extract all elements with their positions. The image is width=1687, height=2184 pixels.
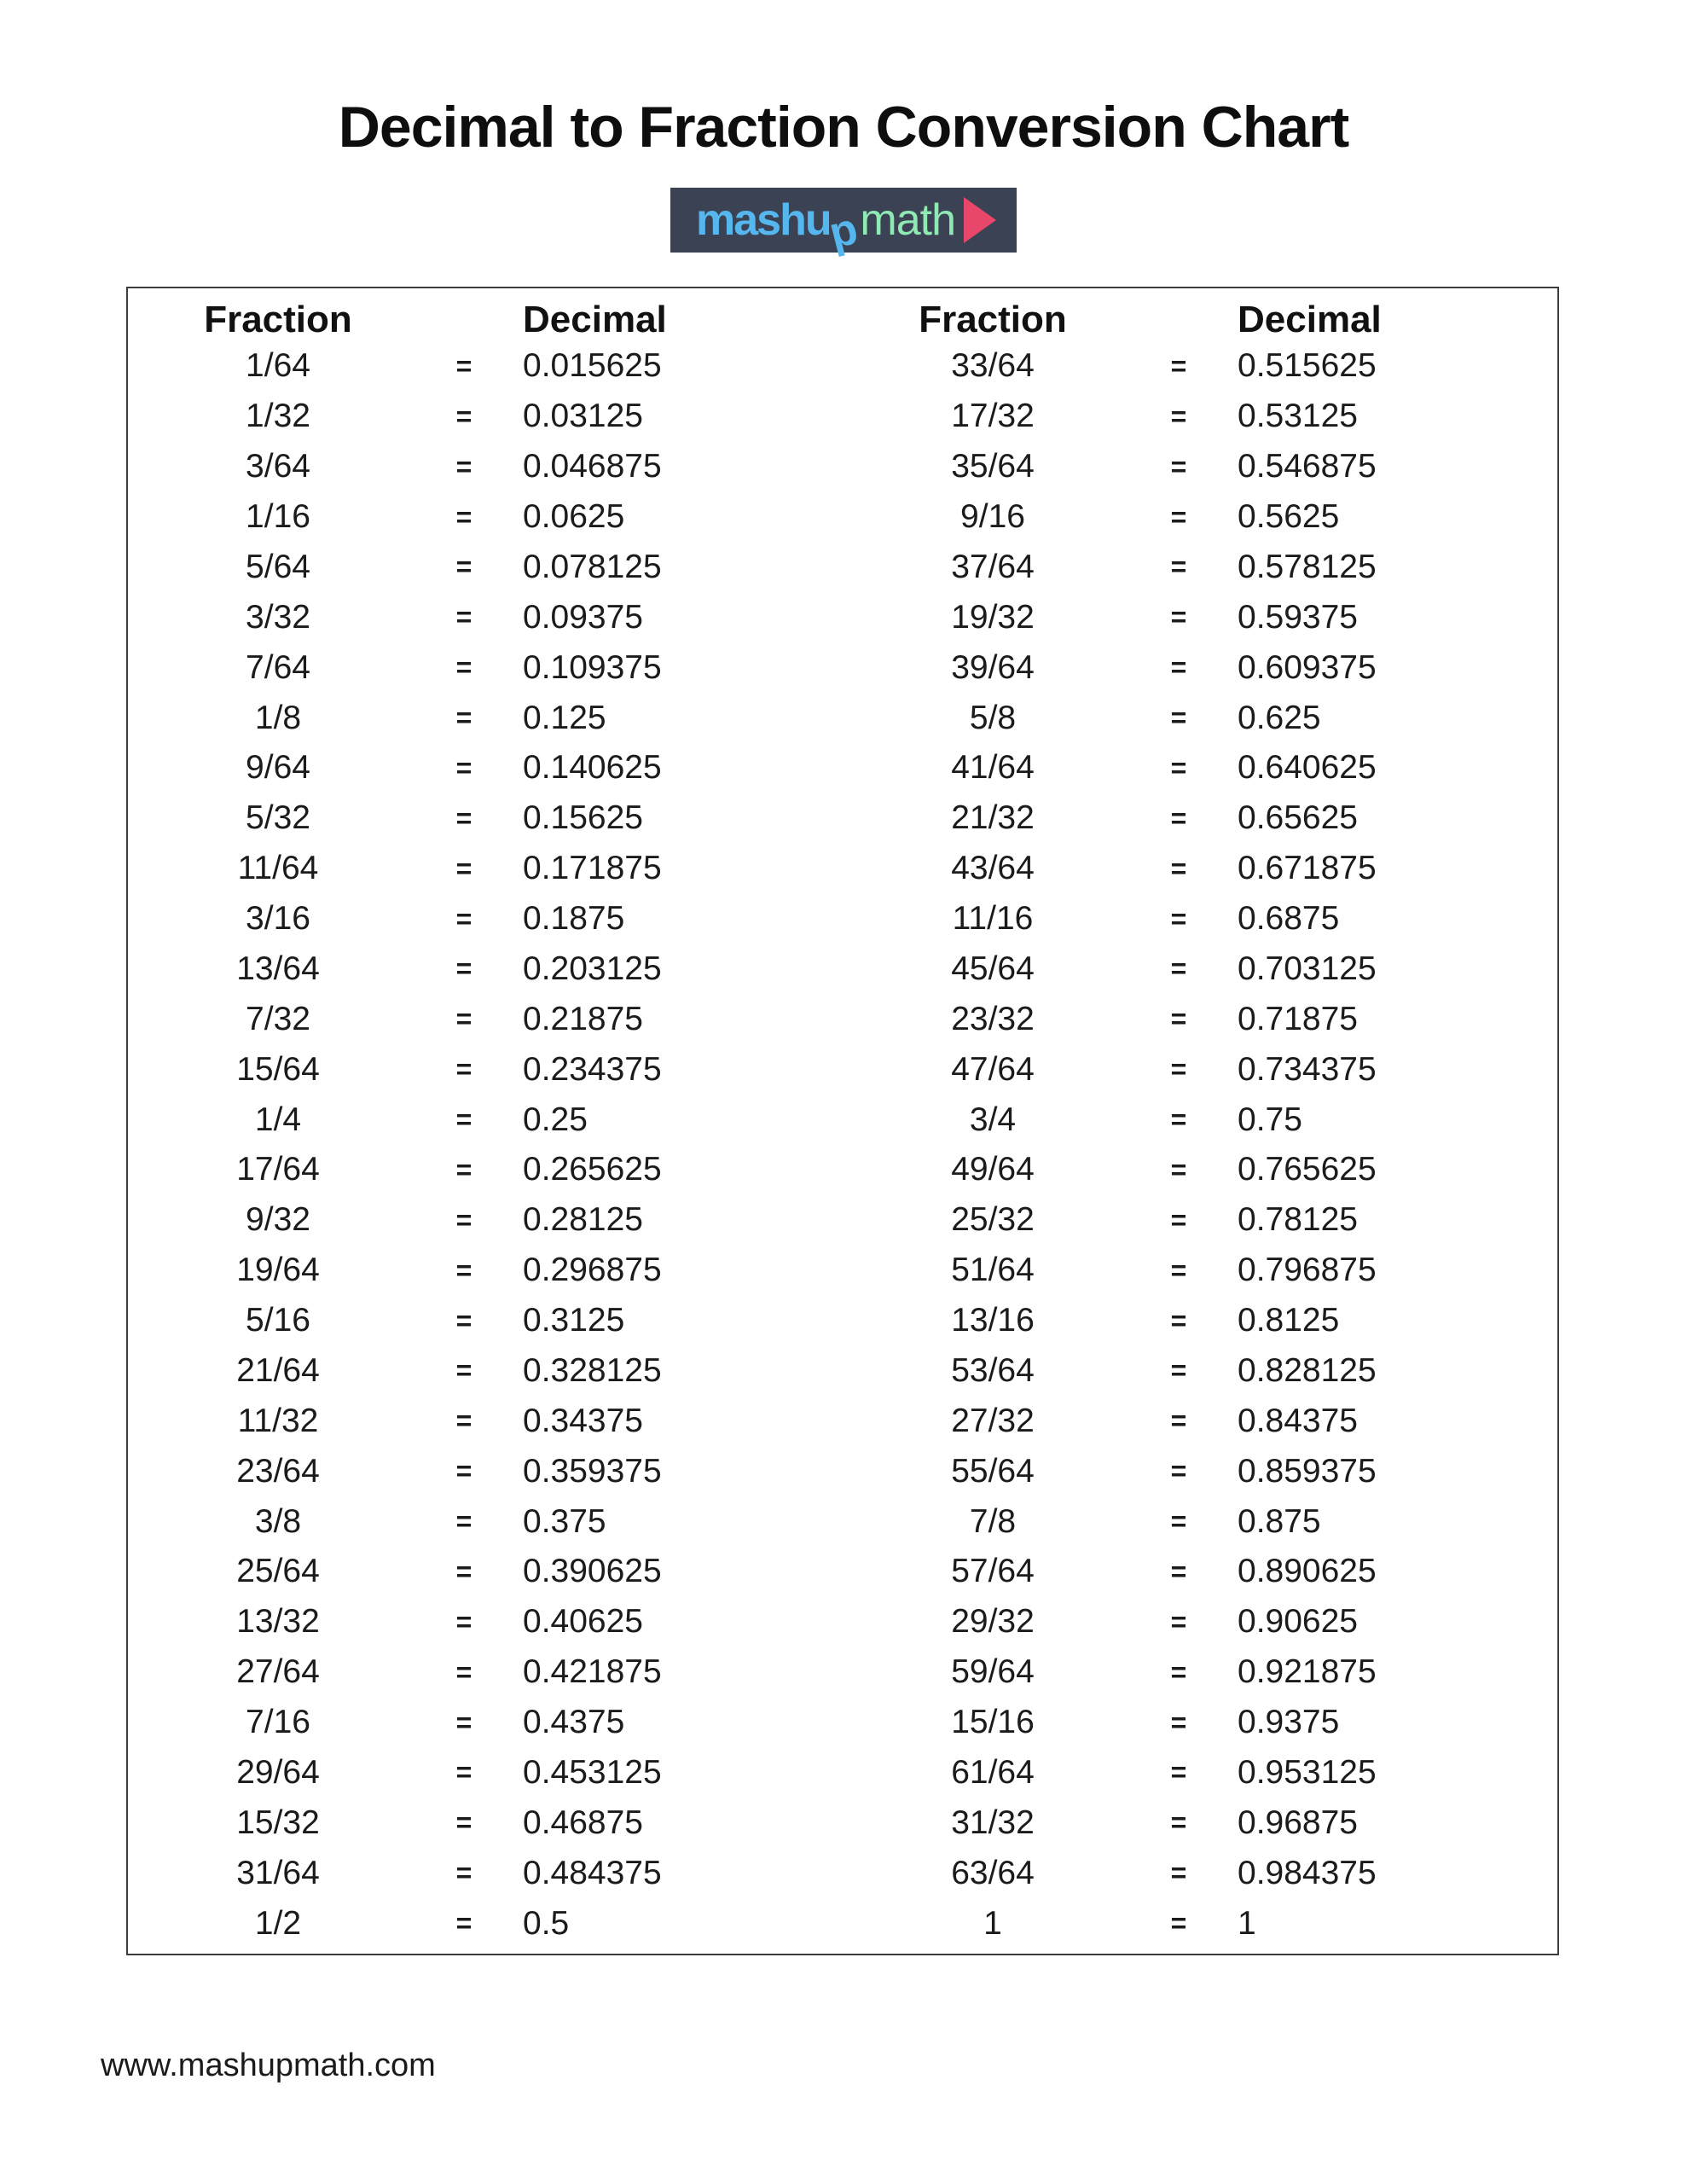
decimal-value: 0.359375 <box>523 1452 662 1490</box>
decimal-value: 0.421875 <box>523 1653 662 1691</box>
fraction-value: 21/64 <box>236 1351 320 1389</box>
table-row <box>128 1044 843 1095</box>
decimal-value: 0.015625 <box>523 347 662 385</box>
equals-sign: = <box>1170 1455 1187 1487</box>
equals-sign: = <box>1170 903 1187 934</box>
table-header-row <box>843 288 1557 341</box>
decimal-value: 0.25 <box>523 1101 588 1138</box>
table-row <box>128 341 843 392</box>
fraction-value: 1/8 <box>254 699 302 736</box>
decimal-value: 0.375 <box>523 1502 606 1540</box>
table-rows-left <box>128 341 843 1954</box>
equals-sign: = <box>1170 501 1187 532</box>
equals-sign: = <box>455 802 472 834</box>
table-row <box>843 1296 1557 1346</box>
table-row <box>128 1145 843 1195</box>
equals-sign: = <box>1170 1405 1187 1437</box>
decimal-value: 0.609375 <box>1238 648 1377 686</box>
table-row <box>843 894 1557 944</box>
decimal-value: 0.1875 <box>523 900 625 938</box>
fraction-value: 7/8 <box>969 1502 1017 1540</box>
decimal-value: 0.109375 <box>523 648 662 686</box>
column-header-fraction: Fraction <box>204 299 352 340</box>
equals-sign: = <box>455 450 472 482</box>
equals-sign: = <box>455 1857 472 1889</box>
equals-sign: = <box>1170 1254 1187 1286</box>
column-header-decimal: Decimal <box>1238 299 1382 340</box>
decimal-value: 0.921875 <box>1238 1653 1377 1691</box>
decimal-value: 0.46875 <box>523 1804 643 1841</box>
equals-sign: = <box>455 1153 472 1185</box>
decimal-value: 0.140625 <box>523 749 662 787</box>
fraction-value: 17/32 <box>951 398 1035 435</box>
fraction-value: 17/64 <box>236 1151 320 1188</box>
equals-sign: = <box>1170 1355 1187 1386</box>
equals-sign: = <box>455 1908 472 1939</box>
equals-sign: = <box>1170 1656 1187 1687</box>
decimal-value: 0.828125 <box>1238 1351 1377 1389</box>
table-row <box>843 1044 1557 1095</box>
fraction-value: 1/64 <box>246 347 310 385</box>
fraction-value: 5/64 <box>246 548 310 585</box>
table-row <box>128 894 843 944</box>
equals-sign: = <box>455 702 472 734</box>
decimal-value: 0.171875 <box>523 850 662 887</box>
fraction-value: 51/64 <box>951 1252 1035 1289</box>
table-rows-right <box>843 341 1557 1954</box>
decimal-value: 0.875 <box>1238 1502 1321 1540</box>
equals-sign: = <box>1170 400 1187 432</box>
table-row <box>843 1698 1557 1748</box>
fraction-value: 13/16 <box>951 1302 1035 1339</box>
equals-sign: = <box>455 1455 472 1487</box>
table-row <box>128 442 843 492</box>
decimal-value: 0.296875 <box>523 1252 662 1289</box>
table-row <box>128 944 843 995</box>
fraction-value: 19/64 <box>236 1252 320 1289</box>
equals-sign: = <box>455 752 472 783</box>
decimal-value: 0.21875 <box>523 1000 643 1037</box>
fraction-value: 9/32 <box>246 1201 310 1239</box>
decimal-value: 0.09375 <box>523 598 643 636</box>
equals-sign: = <box>455 501 472 532</box>
decimal-value: 0.6875 <box>1238 900 1340 938</box>
fraction-value: 63/64 <box>951 1854 1035 1891</box>
table-row <box>128 492 843 543</box>
table-left-half <box>128 288 843 1954</box>
table-row <box>128 1848 843 1898</box>
equals-sign: = <box>455 551 472 583</box>
decimal-value: 0.71875 <box>1238 1000 1358 1037</box>
footer-url: www.mashupmath.com <box>101 2048 436 2083</box>
table-row <box>843 693 1557 743</box>
fraction-value: 61/64 <box>951 1753 1035 1791</box>
table-row <box>843 1547 1557 1597</box>
fraction-value: 7/64 <box>246 648 310 686</box>
decimal-value: 1 <box>1238 1904 1256 1942</box>
decimal-value: 0.953125 <box>1238 1753 1377 1791</box>
fraction-value: 31/64 <box>236 1854 320 1891</box>
table-row <box>128 994 843 1044</box>
fraction-value: 59/64 <box>951 1653 1035 1691</box>
fraction-value: 13/64 <box>236 950 320 987</box>
decimal-value: 0.4375 <box>523 1704 625 1741</box>
equals-sign: = <box>1170 852 1187 884</box>
conversion-table <box>126 287 1559 1955</box>
equals-sign: = <box>455 350 472 381</box>
fraction-value: 1/2 <box>254 1904 302 1942</box>
fraction-value: 53/64 <box>951 1351 1035 1389</box>
equals-sign: = <box>1170 1506 1187 1537</box>
equals-sign: = <box>455 1757 472 1788</box>
table-row <box>843 1396 1557 1446</box>
decimal-value: 0.703125 <box>1238 950 1377 987</box>
table-row <box>843 1496 1557 1547</box>
decimal-value: 0.59375 <box>1238 598 1358 636</box>
decimal-value: 0.859375 <box>1238 1452 1377 1490</box>
decimal-value: 0.0625 <box>523 498 625 536</box>
equals-sign: = <box>1170 1555 1187 1587</box>
column-header-fraction: Fraction <box>919 299 1067 340</box>
decimal-value: 0.546875 <box>1238 448 1377 485</box>
equals-sign: = <box>1170 752 1187 783</box>
fraction-value: 1/4 <box>254 1101 302 1138</box>
equals-sign: = <box>1170 1706 1187 1738</box>
equals-sign: = <box>455 1054 472 1085</box>
table-row <box>128 1296 843 1346</box>
fraction-value: 1/32 <box>246 398 310 435</box>
equals-sign: = <box>1170 450 1187 482</box>
mashupmath-logo <box>670 188 1017 258</box>
fraction-value: 41/64 <box>951 749 1035 787</box>
equals-sign: = <box>1170 1807 1187 1838</box>
decimal-value: 0.484375 <box>523 1854 662 1891</box>
decimal-value: 0.515625 <box>1238 347 1377 385</box>
table-row <box>843 1446 1557 1496</box>
fraction-value: 11/64 <box>237 850 319 887</box>
fraction-value: 9/64 <box>246 749 310 787</box>
fraction-value: 23/32 <box>951 1000 1035 1037</box>
decimal-value: 0.28125 <box>523 1201 643 1239</box>
equals-sign: = <box>1170 652 1187 683</box>
logo-text-mashu: mashu <box>696 195 831 245</box>
equals-sign: = <box>1170 551 1187 583</box>
table-row <box>843 1145 1557 1195</box>
fraction-value: 3/32 <box>246 598 310 636</box>
equals-sign: = <box>455 1555 472 1587</box>
fraction-value: 31/32 <box>951 1804 1035 1841</box>
fraction-value: 5/32 <box>246 799 310 837</box>
decimal-value: 0.890625 <box>1238 1553 1377 1590</box>
decimal-value: 0.984375 <box>1238 1854 1377 1891</box>
table-row <box>843 592 1557 642</box>
fraction-value: 7/16 <box>246 1704 310 1741</box>
table-row <box>843 1748 1557 1798</box>
fraction-value: 9/16 <box>960 498 1025 536</box>
fraction-value: 37/64 <box>951 548 1035 585</box>
fraction-value: 49/64 <box>951 1151 1035 1188</box>
table-row <box>128 1898 843 1949</box>
fraction-value: 27/64 <box>236 1653 320 1691</box>
equals-sign: = <box>455 852 472 884</box>
decimal-value: 0.65625 <box>1238 799 1358 837</box>
equals-sign: = <box>1170 1606 1187 1637</box>
fraction-value: 47/64 <box>951 1050 1035 1088</box>
decimal-value: 0.34375 <box>523 1402 643 1439</box>
fraction-value: 19/32 <box>951 598 1035 636</box>
decimal-value: 0.796875 <box>1238 1252 1377 1289</box>
table-row <box>843 944 1557 995</box>
decimal-value: 0.453125 <box>523 1753 662 1791</box>
fraction-value: 25/32 <box>951 1201 1035 1239</box>
equals-sign: = <box>455 652 472 683</box>
fraction-value: 29/32 <box>951 1603 1035 1641</box>
fraction-value: 13/32 <box>236 1603 320 1641</box>
fraction-value: 1 <box>983 1904 1002 1942</box>
equals-sign: = <box>455 1254 472 1286</box>
fraction-value: 35/64 <box>951 448 1035 485</box>
table-row <box>843 1647 1557 1698</box>
equals-sign: = <box>1170 1054 1187 1085</box>
equals-sign: = <box>455 1656 472 1687</box>
equals-sign: = <box>1170 1153 1187 1185</box>
table-row <box>128 1647 843 1698</box>
equals-sign: = <box>455 1304 472 1336</box>
decimal-value: 0.234375 <box>523 1050 662 1088</box>
decimal-value: 0.125 <box>523 699 606 736</box>
table-row <box>128 1246 843 1296</box>
equals-sign: = <box>1170 802 1187 834</box>
logo-text-math: math <box>860 195 955 245</box>
fraction-value: 15/64 <box>236 1050 320 1088</box>
fraction-value: 27/32 <box>951 1402 1035 1439</box>
page-title: Decimal to Fraction Conversion Chart <box>338 95 1349 160</box>
fraction-value: 11/16 <box>952 900 1034 938</box>
table-row <box>843 392 1557 442</box>
table-row <box>843 1346 1557 1397</box>
table-row <box>843 642 1557 693</box>
decimal-value: 0.5 <box>523 1904 570 1942</box>
fraction-value: 21/32 <box>951 799 1035 837</box>
fraction-value: 3/64 <box>246 448 310 485</box>
decimal-value: 0.53125 <box>1238 398 1358 435</box>
table-row <box>128 1346 843 1397</box>
decimal-value: 0.78125 <box>1238 1201 1358 1239</box>
equals-sign: = <box>1170 1757 1187 1788</box>
decimal-value: 0.671875 <box>1238 850 1377 887</box>
fraction-value: 5/8 <box>969 699 1017 736</box>
decimal-value: 0.75 <box>1238 1101 1302 1138</box>
play-triangle-icon <box>964 197 996 243</box>
equals-sign: = <box>1170 1908 1187 1939</box>
table-row <box>128 392 843 442</box>
fraction-value: 43/64 <box>951 850 1035 887</box>
fraction-value: 29/64 <box>236 1753 320 1791</box>
fraction-value: 23/64 <box>236 1452 320 1490</box>
decimal-value: 0.765625 <box>1238 1151 1377 1188</box>
table-row <box>843 1246 1557 1296</box>
table-row <box>128 1446 843 1496</box>
table-row <box>843 1095 1557 1145</box>
column-header-decimal: Decimal <box>523 299 667 340</box>
table-row <box>843 743 1557 793</box>
decimal-value: 0.625 <box>1238 699 1321 736</box>
fraction-value: 15/16 <box>951 1704 1035 1741</box>
equals-sign: = <box>455 400 472 432</box>
fraction-value: 39/64 <box>951 648 1035 686</box>
equals-sign: = <box>455 953 472 985</box>
equals-sign: = <box>455 1405 472 1437</box>
decimal-value: 0.078125 <box>523 548 662 585</box>
equals-sign: = <box>455 601 472 633</box>
equals-sign: = <box>1170 1104 1187 1136</box>
table-row <box>128 1095 843 1145</box>
decimal-value: 0.15625 <box>523 799 643 837</box>
equals-sign: = <box>455 1807 472 1838</box>
table-row <box>128 543 843 593</box>
equals-sign: = <box>1170 1304 1187 1336</box>
table-row <box>128 793 843 844</box>
decimal-value: 0.3125 <box>523 1302 625 1339</box>
table-row <box>128 1496 843 1547</box>
equals-sign: = <box>1170 350 1187 381</box>
decimal-value: 0.640625 <box>1238 749 1377 787</box>
decimal-value: 0.203125 <box>523 950 662 987</box>
decimal-value: 0.5625 <box>1238 498 1340 536</box>
fraction-value: 25/64 <box>236 1553 320 1590</box>
equals-sign: = <box>455 1706 472 1738</box>
decimal-value: 0.390625 <box>523 1553 662 1590</box>
table-row <box>843 1195 1557 1246</box>
decimal-value: 0.734375 <box>1238 1050 1377 1088</box>
fraction-value: 3/8 <box>254 1502 302 1540</box>
equals-sign: = <box>1170 702 1187 734</box>
table-row <box>128 592 843 642</box>
equals-sign: = <box>1170 1003 1187 1035</box>
table-row <box>128 1748 843 1798</box>
table-row <box>843 793 1557 844</box>
table-row <box>843 1597 1557 1647</box>
equals-sign: = <box>455 1355 472 1386</box>
table-header-row <box>128 288 843 341</box>
equals-sign: = <box>455 1204 472 1235</box>
table-row <box>128 743 843 793</box>
logo-text-p: p <box>824 204 862 258</box>
equals-sign: = <box>1170 953 1187 985</box>
table-row <box>843 1898 1557 1949</box>
equals-sign: = <box>1170 1204 1187 1235</box>
table-row <box>128 1195 843 1246</box>
fraction-value: 57/64 <box>951 1553 1035 1590</box>
decimal-value: 0.8125 <box>1238 1302 1340 1339</box>
fraction-value: 1/16 <box>246 498 310 536</box>
table-row <box>843 994 1557 1044</box>
table-row <box>128 1547 843 1597</box>
equals-sign: = <box>455 1003 472 1035</box>
table-row <box>843 442 1557 492</box>
fraction-value: 33/64 <box>951 347 1035 385</box>
table-right-half <box>843 288 1557 1954</box>
decimal-value: 0.328125 <box>523 1351 662 1389</box>
equals-sign: = <box>455 1606 472 1637</box>
fraction-value: 11/32 <box>237 1402 319 1439</box>
decimal-value: 0.9375 <box>1238 1704 1340 1741</box>
equals-sign: = <box>455 1104 472 1136</box>
table-row <box>843 1798 1557 1848</box>
table-row <box>128 1798 843 1848</box>
table-row <box>843 341 1557 392</box>
decimal-value: 0.265625 <box>523 1151 662 1188</box>
fraction-value: 5/16 <box>246 1302 310 1339</box>
decimal-value: 0.96875 <box>1238 1804 1358 1841</box>
decimal-value: 0.046875 <box>523 448 662 485</box>
decimal-value: 0.40625 <box>523 1603 643 1641</box>
fraction-value: 3/16 <box>246 900 310 938</box>
decimal-value: 0.03125 <box>523 398 643 435</box>
fraction-value: 15/32 <box>236 1804 320 1841</box>
table-row <box>128 1396 843 1446</box>
table-row <box>128 1698 843 1748</box>
fraction-value: 7/32 <box>246 1000 310 1037</box>
table-row <box>843 492 1557 543</box>
table-row <box>843 543 1557 593</box>
fraction-value: 3/4 <box>969 1101 1017 1138</box>
table-row <box>128 1597 843 1647</box>
decimal-value: 0.90625 <box>1238 1603 1358 1641</box>
equals-sign: = <box>455 1506 472 1537</box>
table-row <box>843 1848 1557 1898</box>
table-row <box>128 844 843 894</box>
table-row <box>843 844 1557 894</box>
fraction-value: 55/64 <box>951 1452 1035 1490</box>
decimal-value: 0.84375 <box>1238 1402 1358 1439</box>
table-row <box>128 642 843 693</box>
decimal-value: 0.578125 <box>1238 548 1377 585</box>
equals-sign: = <box>1170 1857 1187 1889</box>
equals-sign: = <box>1170 601 1187 633</box>
fraction-value: 45/64 <box>951 950 1035 987</box>
equals-sign: = <box>455 903 472 934</box>
table-row <box>128 693 843 743</box>
